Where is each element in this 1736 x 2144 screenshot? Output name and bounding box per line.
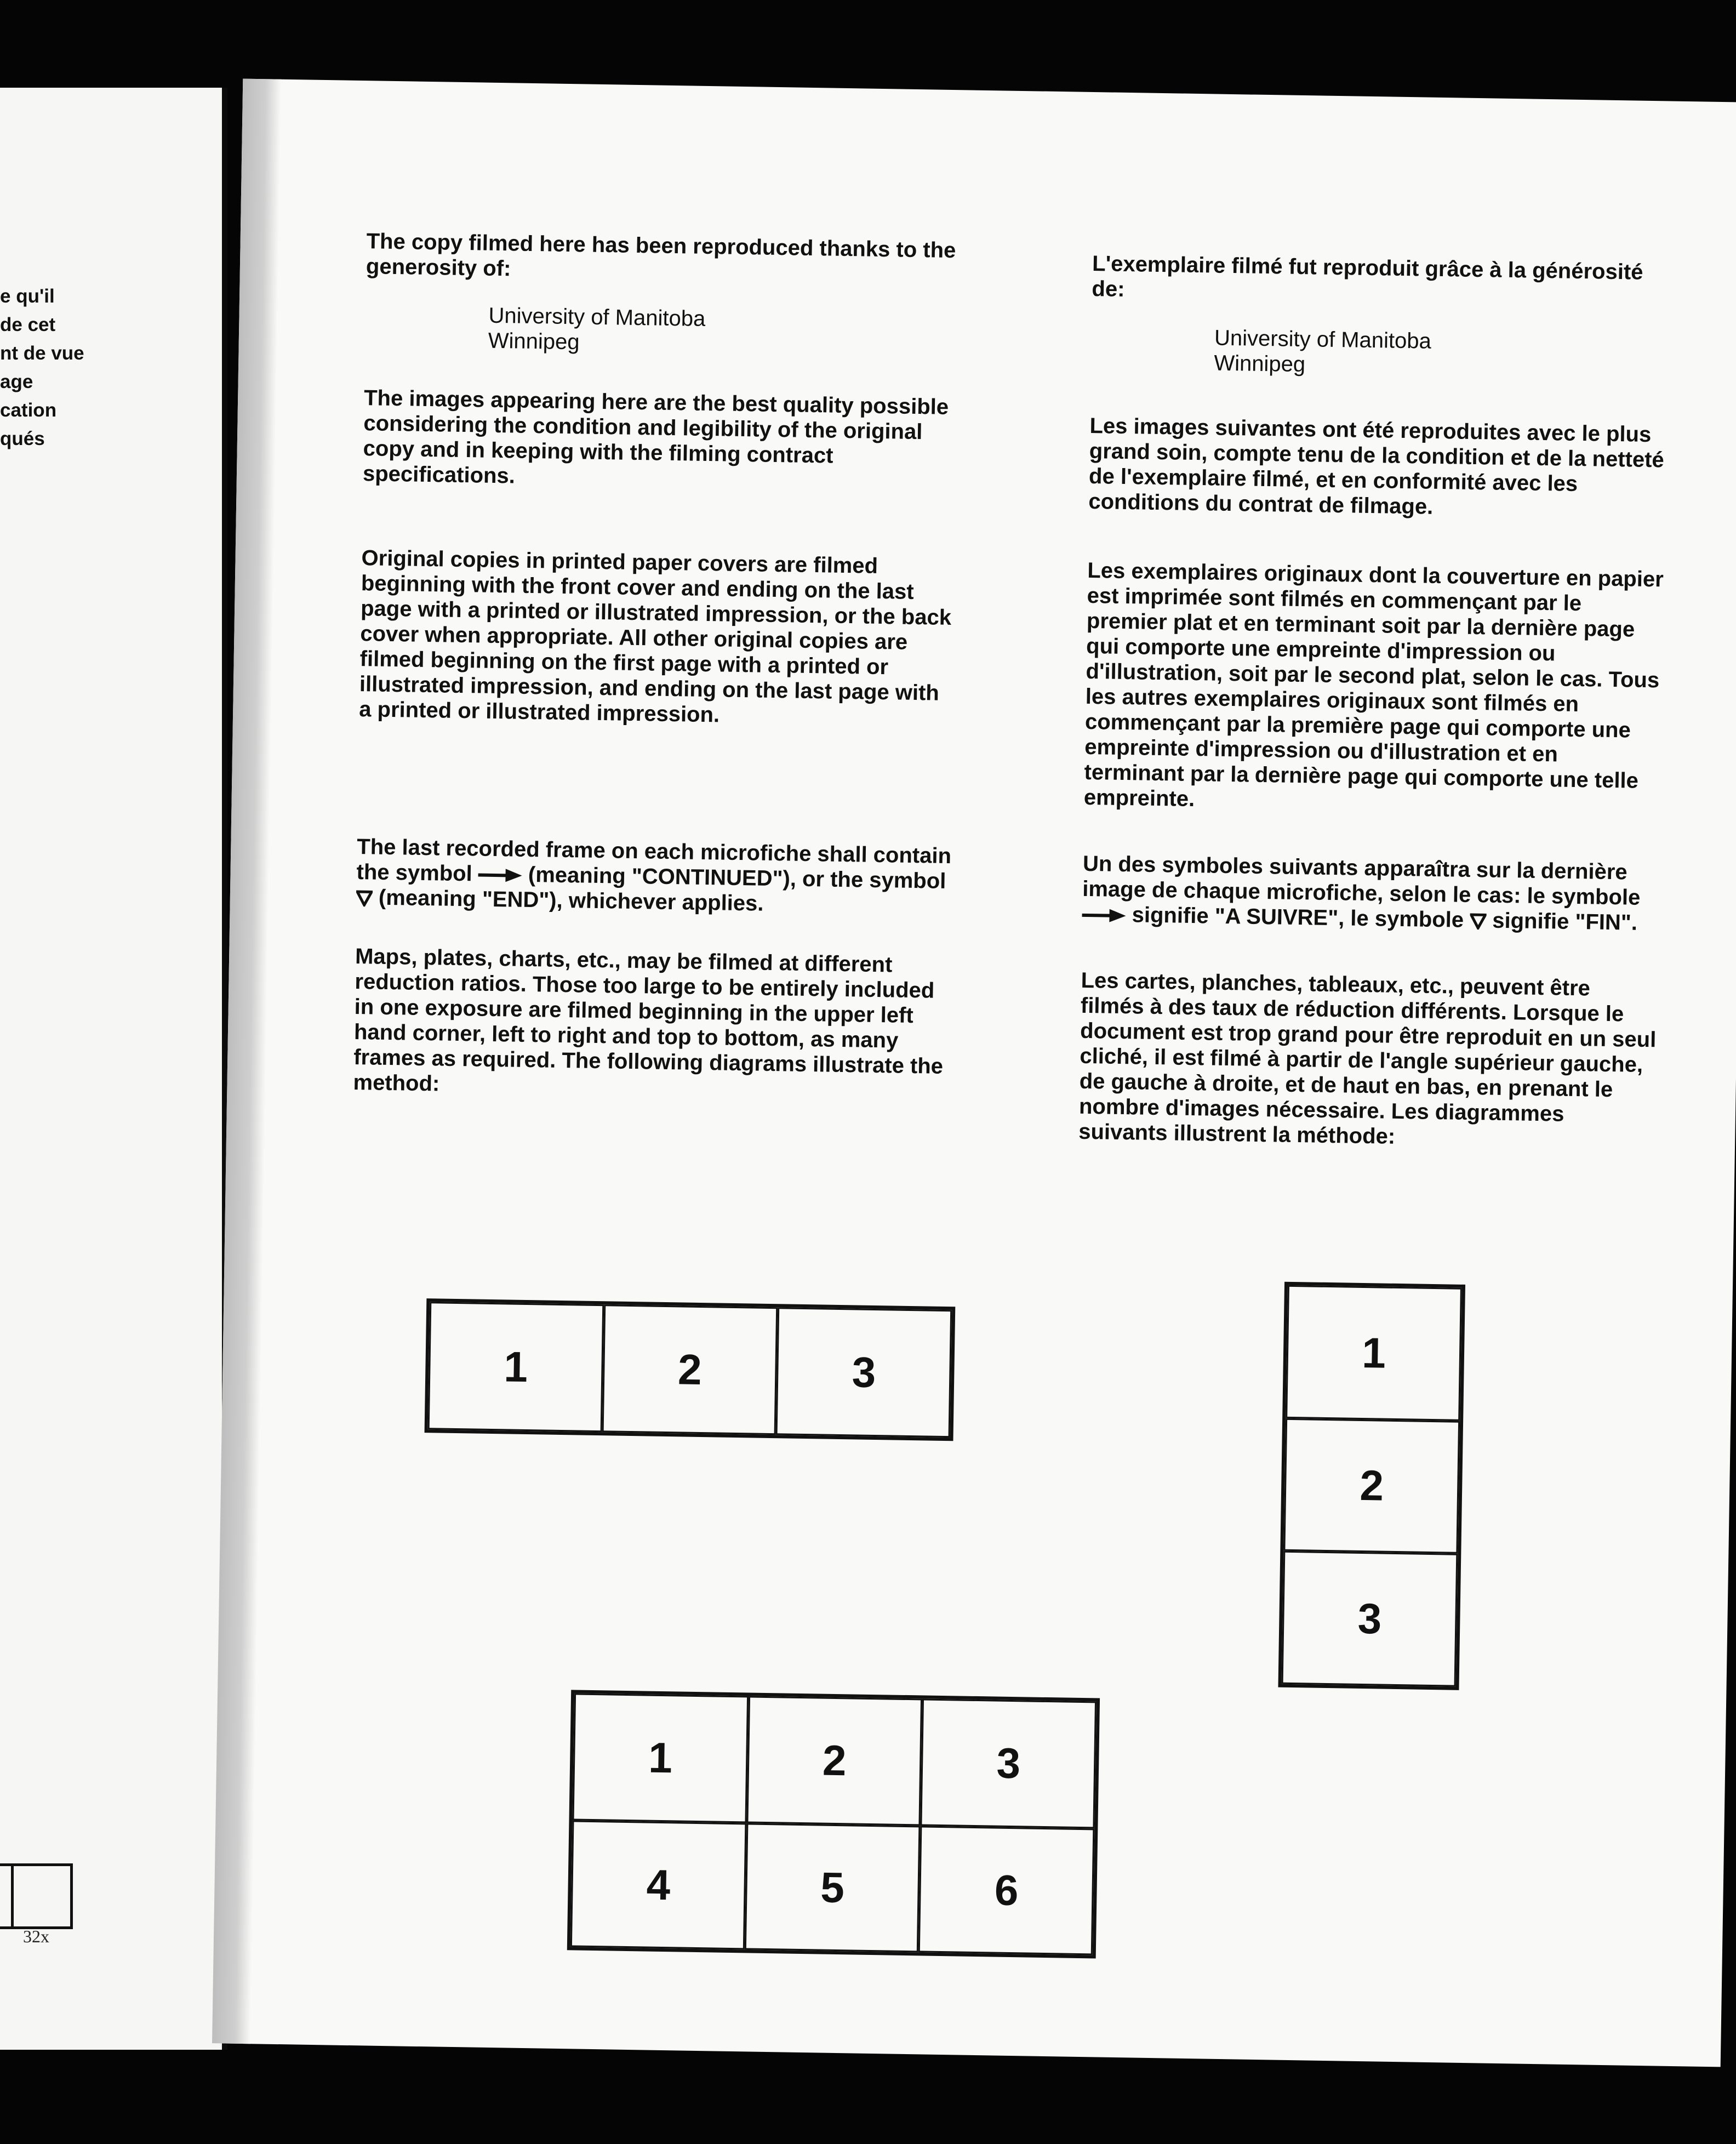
- english-maps-paragraph: Maps, plates, charts, etc., may be filmed at different reduction ratios. Those too large to be entirely included in one exposure are filmed beginning in the upper left hand corner, left to right and top to bottom, as many frames as required. The following diagrams illustrate the method:: [353, 944, 944, 1096]
- french-quality-paragraph: Les images suivantes ont été reproduites avec le plus grand soin, compte tenu de la condition et de la netteté de l'exemplaire filmé, et en conformité avec les conditions du contrat de filmage.: [1088, 413, 1665, 519]
- previous-page-text: [0, 282, 84, 453]
- symbols-text-c: signifie "FIN".: [1492, 908, 1638, 935]
- end-triangle-icon: [356, 890, 373, 906]
- institution-city: Winnipeg: [488, 328, 580, 355]
- english-intro: The copy filmed here has been reproduced thanks to the generosity of:: [366, 229, 956, 281]
- english-original-copies-paragraph: Original copies in printed paper covers are filmed beginning with the front cover and ending on the last page with a printed or illustrated impression, or the back cover when appropriate. All other original copies are filmed beginning on the first page with a printed or illustrated impression, and ending on the last page with a printed or illustrated impression.: [358, 546, 952, 727]
- previous-page-edge: [0, 88, 227, 2050]
- symbols-text-a: The last recorded frame on each microfiche shall contain the symbol: [356, 835, 952, 886]
- horizontal-frames-diagram: [425, 1298, 956, 1441]
- symbols-text-b: signifie "A SUIVRE", le symbole: [1132, 903, 1464, 932]
- french-institution-block: [1090, 323, 1669, 383]
- institution-city: Winnipeg: [1214, 351, 1306, 377]
- continued-arrow-icon: [478, 869, 522, 882]
- frame-cell: 1: [572, 1693, 748, 1822]
- institution-name: University of Manitoba: [488, 303, 706, 331]
- end-triangle-icon: [1470, 913, 1486, 930]
- fragment-line: cation: [0, 400, 57, 421]
- english-quality-paragraph: The images appearing here are the best quality possible considering the condition and legibility of the original copy and in keeping with the filming contract specifications.: [362, 386, 949, 488]
- symbols-text-b: (meaning "CONTINUED"), or the symbol: [528, 862, 946, 893]
- fragment-line: nt de vue: [0, 343, 84, 364]
- french-original-copies-paragraph: Les exemplaires originaux dont la couverture en papier est imprimée sont filmés en commençant par le premier plat et en terminant soit par la dernière page qui comporte une empreinte d'impression ou d'illustration, soit par le second plat, selon le cas. Tous les autres exemplaires originaux sont filmés en commençant par la première page qui comporte une empreinte d'impression ou d'illustration et en terminant par la dernière page qui comporte une telle empreinte.: [1083, 558, 1664, 812]
- french-symbols-paragraph: [1082, 851, 1661, 936]
- frame-cell: 4: [570, 1820, 746, 1949]
- frame-cell: 2: [1283, 1418, 1460, 1554]
- fragment-line: e qu'il: [0, 286, 55, 307]
- continued-arrow-icon: [1082, 909, 1126, 922]
- six-frames-diagram: [567, 1690, 1100, 1958]
- french-maps-paragraph: Les cartes, planches, tableaux, etc., peuvent être filmés à des taux de réduction différents. Lorsque le document est trop grand pour être reproduit en un seul cliché, il est filmé à partir de l'angle supérieur gauche, de gauche à droite, et de haut en bas, en prenant le nombre d'images nécessaire. Les diagrammes suivants illustrent la méthode:: [1078, 968, 1657, 1149]
- french-intro: L'exemplaire filmé fut reproduit grâce à la générosité de:: [1092, 251, 1643, 301]
- frame-cell: 3: [776, 1307, 952, 1438]
- frame-cell: 1: [428, 1302, 604, 1432]
- frame-cell: 2: [602, 1304, 778, 1435]
- french-column: [1078, 251, 1670, 1153]
- english-symbols-paragraph: [356, 834, 955, 919]
- fragment-line: age: [0, 371, 33, 392]
- english-column: [353, 229, 964, 1104]
- reduction-mark: 32x: [23, 1926, 49, 1946]
- frame-cell: 1: [1286, 1285, 1462, 1421]
- frame-cell: 5: [744, 1823, 920, 1952]
- frame-cell: 2: [746, 1696, 922, 1825]
- partial-diagram: [0, 1863, 73, 1929]
- institution-name: University of Manitoba: [1214, 326, 1432, 353]
- symbols-text-a: Un des symboles suivants apparaîtra sur la dernière image de chaque microfiche, selon le cas: le symbole: [1082, 851, 1641, 910]
- frame-cell: 3: [1282, 1551, 1458, 1687]
- english-institution-block: [365, 301, 963, 361]
- vertical-frames-diagram: [1278, 1282, 1465, 1690]
- fragment-line: qués: [0, 428, 45, 449]
- frame-cell: 6: [918, 1826, 1094, 1955]
- fragment-line: de cet: [0, 314, 56, 335]
- target-page: [212, 79, 1736, 2067]
- frame-cell: 3: [921, 1698, 1097, 1828]
- symbols-text-c: (meaning "END"), whichever applies.: [378, 885, 764, 916]
